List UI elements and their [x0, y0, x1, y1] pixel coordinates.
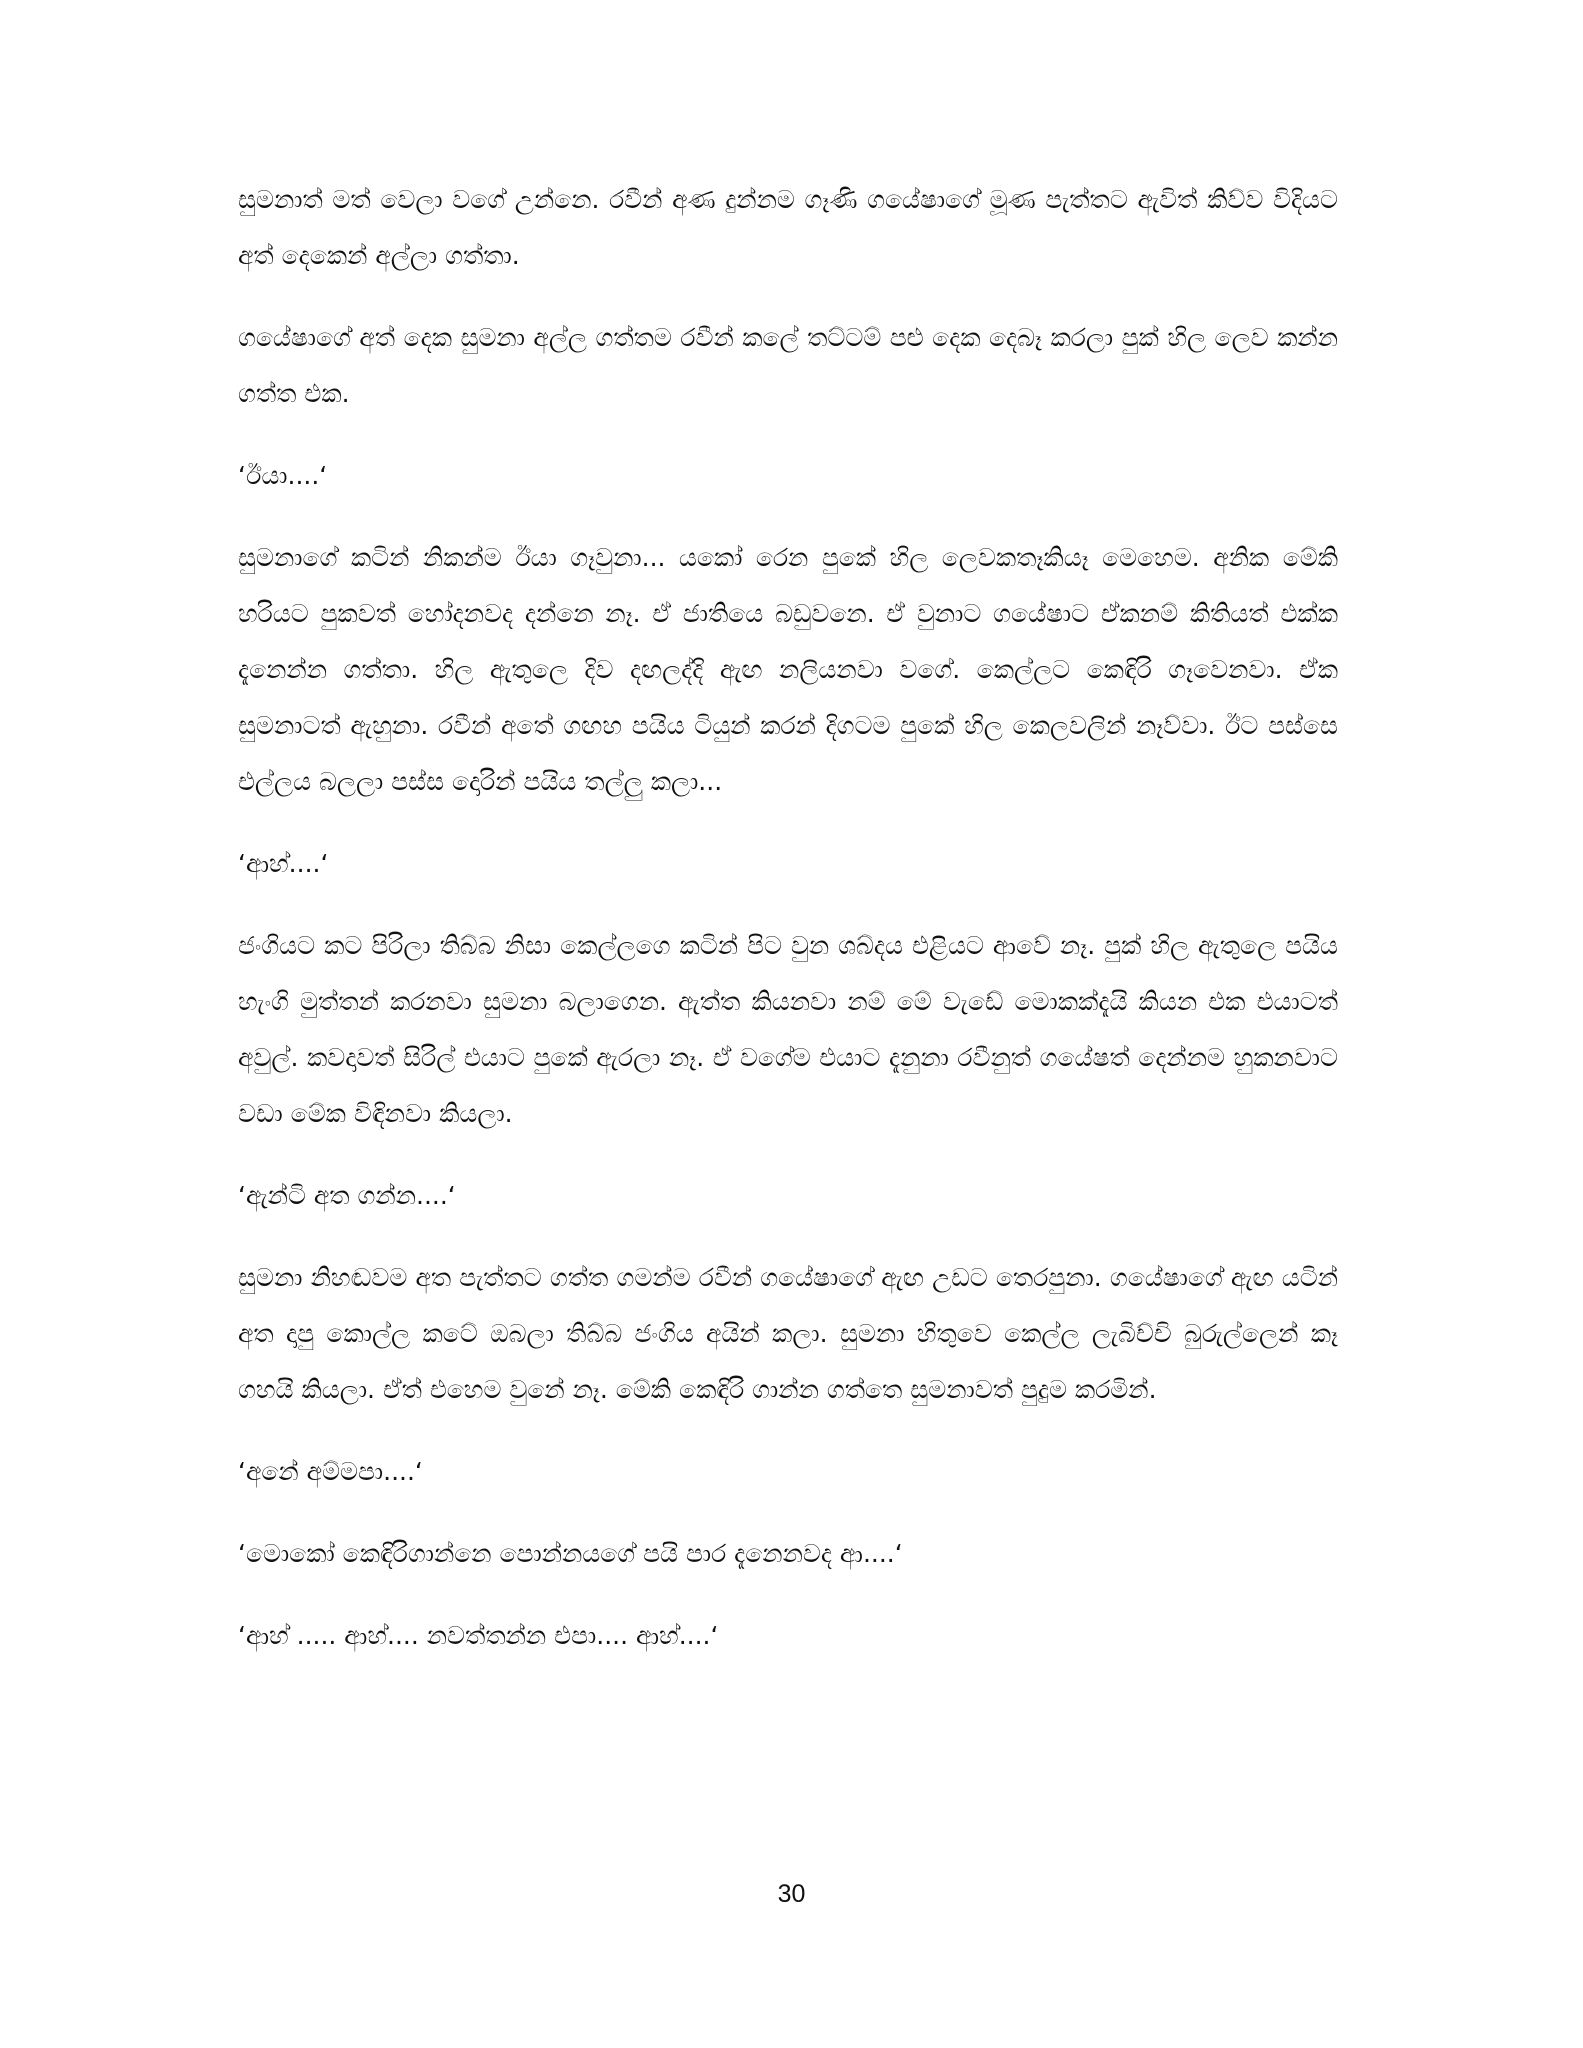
dialogue-2: ‘ආහ්....‘: [238, 849, 329, 878]
paragraph-3: සුමනාගේ කටින් නිකන්ම ඊයා ගෑවුනා... යකෝ රෙන පුකේ හිල ලෙවකතෑකියෑ මෙහෙම. අනික මේකි හරියට පුකවත් හෝදනවද දන්නෙ නෑ. ඒ ජාතියෙ බඩුවනෙ. ඒ වුනාට ගයේෂාට ඒකනම් කිතියත් එක්ක දැනෙන්න ගත්තා. හිල ඇතුලෙ දිව දඟලද්දි ඇඟ නලියනවා වගේ. කෙල්ලට කෙඳිරි ගෑවෙනවා. ඒක සුමනාටත් ඇහුනා. රවීන් අතේ ගඟහ පයිය ටියුන් කරන් දිගටම පුකේ හිල කෙලවලින් නෑව්වා. ඊට පස්සෙ එල්ලය බලලා පස්ස දොරින් පයිය තල්ලු කලා...: [238, 543, 1338, 796]
dialogue-3: ‘ඇන්ටි අත ගන්න....‘: [238, 1181, 456, 1210]
dialogue-1: ‘ඊයා....‘: [238, 461, 328, 490]
paragraph-5: සුමනා නිහඬවම අත පැත්තට ගත්ත ගමන්ම රවීන් ගයේෂාගේ ඇඟ උඩට තෙරපුනා. ගයේෂාගේ ඇඟ යටින් අත දාපු කොල්ල කටේ ඔබලා තිබ්බ ජංගිය අයින් කලා. සුමනා හිතුවෙ කෙල්ල ලැබිච්චි බුරුල්ලෙන් කෑ ගහයි කියලා. ඒත් එහෙම වුනේ නෑ. මේකි කෙඳිරි ගාන්න ගත්තෙ සුමනාවත් පුදුම කරමින්.: [238, 1263, 1338, 1404]
paragraph-4: ජංගියට කට පිරිලා තිබ්බ නිසා කෙල්ලගෙ කටින් පිට වුන ශබ්දය එළියට ආවේ නෑ. පුක් හිල ඇතුලෙ පයිය හැංගි මුත්තන් කරනවා සුමනා බලාගෙන. ඇත්ත කියනවා නම් මේ වැඩේ මොකක්දැයි කියන එක එයාටත් අවුල්. කවදාවත් සිරිල් එයාට පුකේ ඇරලා නෑ. ඒ වගේම එයාට දැනුනා රවීනුත් ගයේෂත් දෙන්නම හුකනවාට වඩා මේක විඳිනවා කියලා.: [238, 931, 1338, 1128]
dialogue-6: ‘ආහ් ..... ආහ්.... නවත්තන්න එපා.... ආහ්....‘: [238, 1621, 719, 1650]
page-number: 30: [777, 1880, 806, 1908]
dialogue-4: ‘අනේ අම්මපා....‘: [238, 1457, 423, 1486]
dialogue-5: ‘මොකෝ කෙඳිරිගාන්නෙ පොන්නයගේ පයි පාර දැනෙනවද ආ....‘: [238, 1539, 903, 1568]
text-body: [238, 172, 1338, 1690]
paragraph-2: ගයේෂාගේ අත් දෙක සුමනා අල්ල ගත්තම රවීන් කලේ තට්ටම් පළු දෙක දෙබෑ කරලා පුක් හිල ලෙව කන්න ගත්ත එක.: [238, 323, 1338, 408]
paragraph-1: සුමනාත් මත් වෙලා වගේ උන්නෙ. රවීන් අණ දුන්නම ගෑණි ගයේෂාගේ මූණ පැත්තට ඇවිත් කිව්ව විදියට අත් දෙකෙන් අල්ලා ගත්තා.: [238, 185, 1338, 270]
